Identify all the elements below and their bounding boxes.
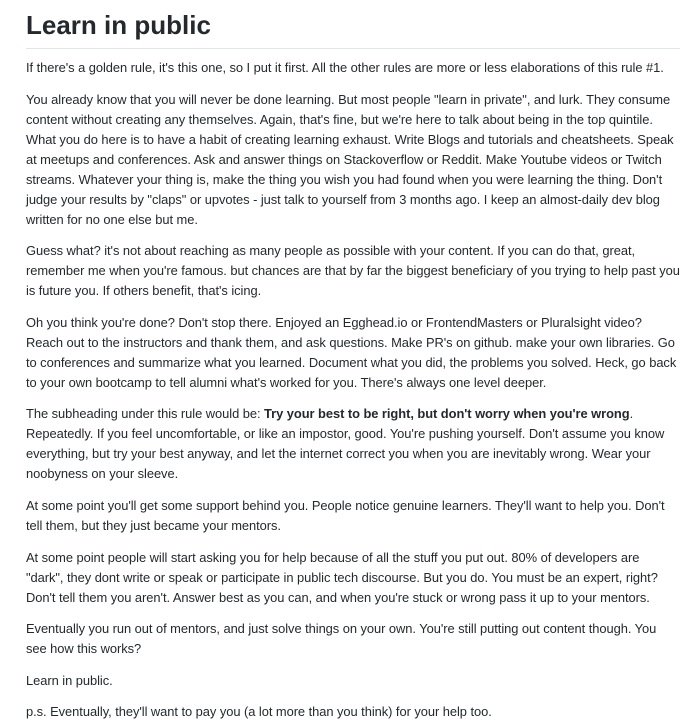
paragraph-ps: p.s. Eventually, they'll want to pay you (a lot more than you think) for your help too. bbox=[26, 704, 492, 720]
subheading-intro-text: The subheading under this rule would be: bbox=[26, 406, 265, 422]
paragraph-support: At some point you'll get some support behind you. People notice genuine learners. They'll want to help you. Don't tell them, but they just became your mentors. bbox=[26, 497, 665, 533]
paragraph-dont-stop: Oh you think you're done? Don't stop there. Enjoyed an Egghead.io or FrontendMasters or Pluralsight video? Reach out to the instructors and thank them, and ask questions. Make PR's on github. make your own libraries. Go to conferences and summarize what you learned. Document what you did, the problems you solved. Heck, go back to your own bootcamp to tell alumni what's worked for you. There's always one level deeper. bbox=[26, 314, 677, 390]
paragraph-subheading bbox=[26, 404, 680, 484]
paragraph-run-out-of-mentors: Eventually you run out of mentors, and just solve things on your own. You're still putting out content though. You see how this works? bbox=[26, 621, 657, 657]
paragraph-golden-rule: If there's a golden rule, it's this one, so I put it first. All the other rules are more or less elaborations of this rule #1. bbox=[26, 60, 664, 75]
paragraph-guess-what: Guess what? it's not about reaching as many people as possible with your content. If you can do that, great, remember me when you're famous. but chances are that by far the biggest beneficiary of you trying to help past you is future you. If others benefit, that's icing. bbox=[26, 243, 680, 299]
paragraph-learn-in-public: Learn in public. bbox=[26, 672, 113, 688]
paragraph-asking-help: At some point people will start asking you for help because of all the stuff you put out. 80% of developers are "dark", they dont write or speak or participate in public tech discourse. But you do. You must be an expert, right? Don't tell them you aren't. Answer best as you can, and when you're stuck or wrong pass it up to your mentors. bbox=[26, 549, 658, 605]
page-title: Learn in public bbox=[26, 6, 680, 49]
subheading-bold-text: Try your best to be right, but don't worry when you're wrong bbox=[264, 406, 630, 422]
paragraph-never-done-learning: You already know that you will never be done learning. But most people "learn in private", and lurk. They consume content without creating any themselves. Again, that's fine, but we're here to talk about being in the top quintile. What you do here is to have a habit of creating learning exhaust. Write Blogs and tutorials and cheatsheets. Speak at meetups and conferences. Ask and answer things on Stackoverflow or Reddit. Make Youtube videos or Twitch streams. Whatever your thing is, make the thing you wish you had found when you were learning the thing. Don't judge your results by "claps" or upvotes - just talk to yourself from 3 months ago. I keep an almost-daily dev blog written for no one else but me. bbox=[26, 91, 674, 227]
subheading-rest-text: . Repeatedly. If you feel uncomfortable, or like an impostor, good. You're pushing yourself. Don't assume you know everything, but try your best anyway, and let the internet correct you when you are inevitably wrong. Wear your noobyness on your sleeve. bbox=[26, 406, 665, 482]
